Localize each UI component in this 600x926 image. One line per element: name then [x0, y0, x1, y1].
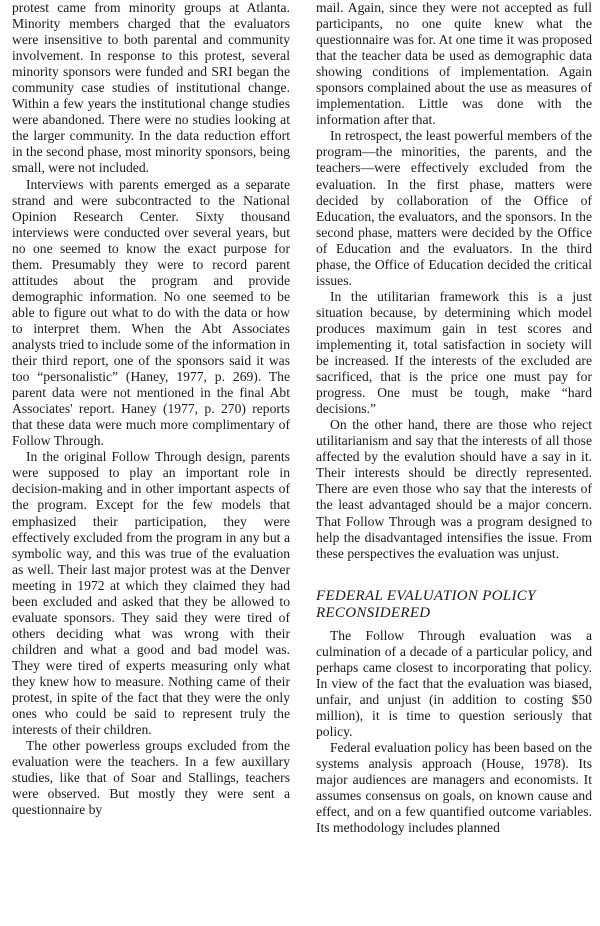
section-heading — [316, 588, 592, 622]
paragraph-systems-analysis: Federal evaluation policy has been based on the systems analysis approach (House, 1978). Its major audiences are managers and economists. It assumes consensus on goals, on known cause and effect, and on a few quantified outcome variables. Its methodology includes planned — [316, 739, 592, 836]
paragraph-utilitarian: In the utilitarian framework this is a just situation because, by determining which model produces maximum gain in test scores and implementing it, total satisfaction in society will be increased. If the interests of the excluded are sacrificed, that is the price one must pay for progress. One must be tough, make “hard decisions.” — [316, 288, 592, 417]
paragraph-other-hand: On the other hand, there are those who reject utilitarianism and say that the interests of all those affected by the evalution should have a say in it. Their interests should be directly represented. There are even those who say that the interests of the least advantaged should be a major concern. That Follow Through was a program designed to help the disadvantaged intensifies the issue. From these perspectives the evaluation was unjust. — [316, 417, 592, 561]
section-heading-line-1: FEDERAL EVALUATION POLICY — [316, 587, 536, 604]
section-heading-line-2: RECONSIDERED — [316, 604, 431, 621]
paragraph-retrospect: In retrospect, the least powerful members of the program—the minorities, the parents, and the teachers—were effectively excluded from the evaluation. In the first phase, matters were decided by collaboration of the Office of Education, the evaluators, and the sponsors. In the second phase, matters were decided by the Office of Education and the evaluators. In the third phase, the Office of Education decided the critical issues. — [316, 128, 592, 288]
paragraph-evaluation-culmination: The Follow Through evaluation was a culmination of a decade of a particular policy, and perhaps came closest to incorporating that policy. In view of the fact that the evaluation was biased, unfair, and unjust (in addition to costing $50 million), it is time to question seriously that policy. — [316, 627, 592, 739]
paragraph-teacher-questionnaire: mail. Again, since they were not accepted as full participants, no one quite knew what the questionnaire was for. At one time it was proposed that the teacher data be used as demographic data showing conditions of implementation. Again sponsors complained about the use as measures of implementation. Little was done with the information after that. — [316, 0, 592, 128]
paragraph-minority-protest: protest came from minority groups at Atlanta. Minority members charged that the evaluators were insensitive to both parental and community involvement. In response to this protest, several minority sponsors were funded and SRI began the community case studies of institutional change. Within a few years the institutional change studies were abandoned. There were no studies looking at the larger community. In the data reduction effort in the second phase, most minority sponsors, being small, were not included. — [12, 0, 290, 176]
paragraph-parent-role: In the original Follow Through design, parents were supposed to play an important role in decision-making and in other important aspects of the program. Except for the few models that emphasized their participation, they were effectively excluded from the program in any but a symbolic way, and this was true of the evaluation as well. Their last major protest was at the Denver meeting in 1972 at which they claimed they had been excluded and asked that they be allowed to evaluate sponsors. They said they were tired of others deciding what was wrong with their children and what a good and bad model was. They were tired of experts measuring only what they knew how to measure. Nothing came of their protest, in spite of the fact that they were the only ones who could be said to represent truly the interests of their children. — [12, 449, 290, 738]
paragraph-parent-interviews: Interviews with parents emerged as a separate strand and were subcontracted to the National Opinion Research Center. Sixty thousand interviews were conducted over several years, but no one seemed to know the exact purpose for them. Presumably they were to record parent attitudes about the program and provide demographic information. No one seemed to be able to figure out what to do with the data or how to interpret them. When the Abt Associates analysts tried to include some of the information in their third report, one of the sponsors said it was too “personalistic” (Haney, 1977, p. 269). The parent data were not mentioned in the final Abt Associates' report. Haney (1977, p. 270) reports that these data were much more complimentary of Follow Through. — [12, 176, 290, 449]
right-column — [316, 0, 592, 836]
paragraph-teachers-excluded: The other powerless groups excluded from the evaluation were the teachers. In a few auxillary studies, like that of Soar and Stallings, teachers were observed. But mostly they were sent a questionnaire by — [12, 738, 290, 818]
left-column — [12, 0, 290, 818]
